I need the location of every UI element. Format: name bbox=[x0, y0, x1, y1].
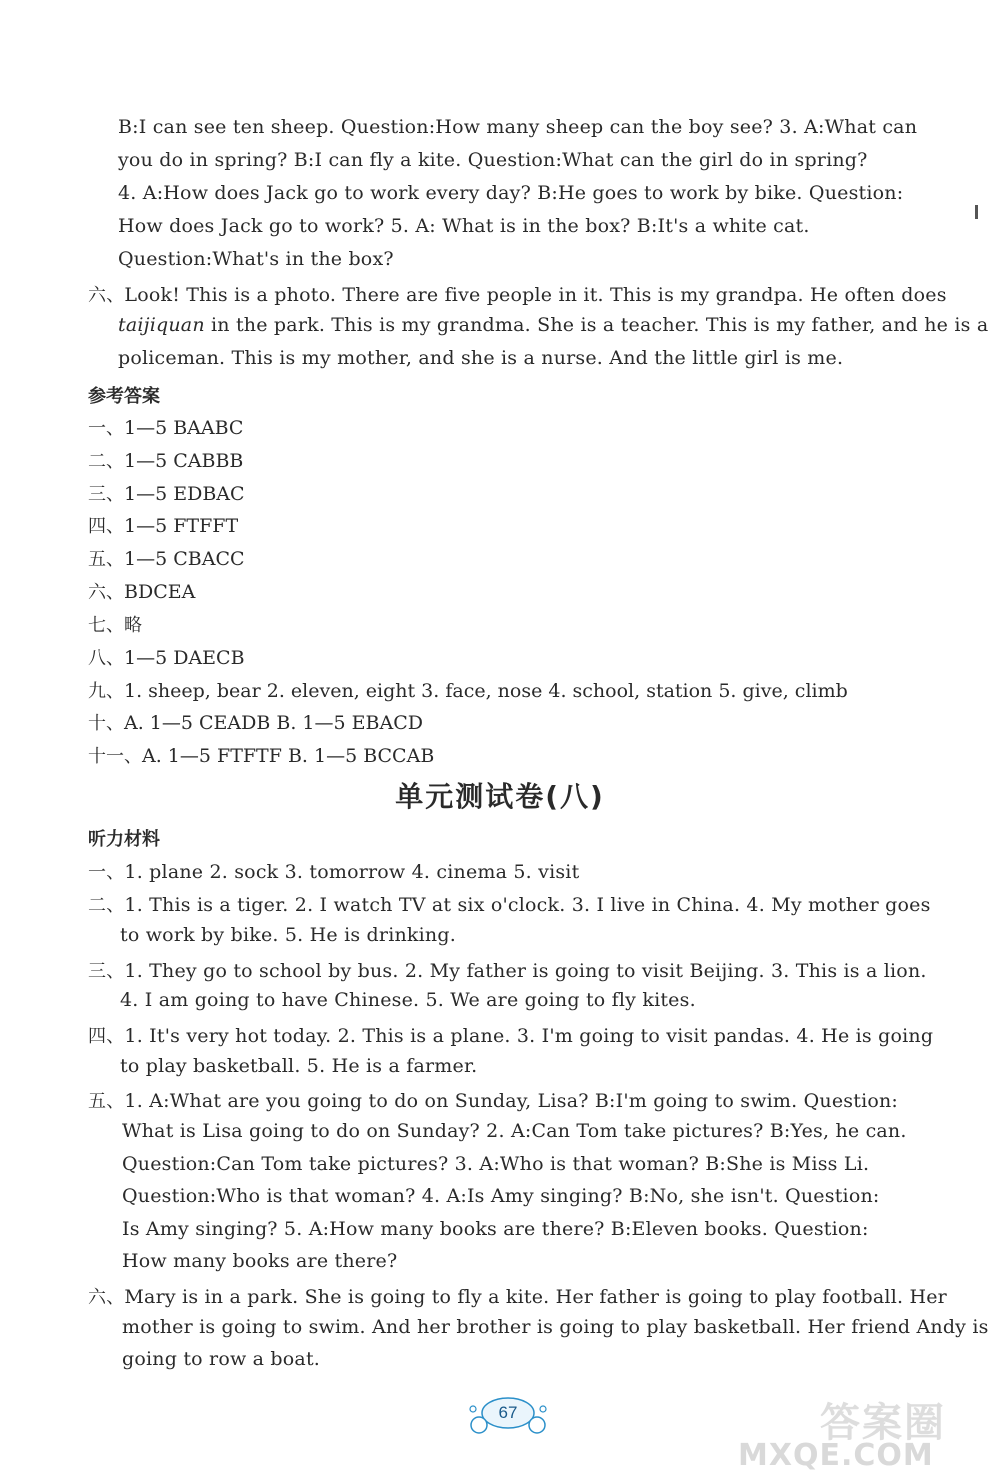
italic-term: taijiquan bbox=[118, 314, 205, 336]
page-number-badge bbox=[466, 1393, 550, 1439]
answer-text: 1. sheep, bear 2. eleven, eight 3. face, nose 4. school, station 5. give, climb bbox=[124, 680, 848, 702]
answer-item bbox=[88, 578, 195, 604]
listening-line: Is Amy singing? 5. A:How many books are there? B:Eleven books. Question: bbox=[122, 1218, 869, 1240]
answer-item bbox=[88, 545, 245, 571]
answer-text: A. 1—5 FTFTF B. 1—5 BCCAB bbox=[142, 745, 435, 767]
listening-line bbox=[88, 891, 931, 917]
text-span: 1. It's very hot today. 2. This is a plane. 3. I'm going to visit pandas. 4. He is going bbox=[124, 1025, 934, 1047]
answer-number: 十、 bbox=[88, 713, 124, 734]
section-label: 五、 bbox=[88, 1091, 125, 1112]
listening-line: to work by bike. 5. He is drinking. bbox=[120, 924, 456, 946]
section-label: 四、 bbox=[88, 1026, 125, 1047]
section-label: 二、 bbox=[88, 895, 125, 916]
answer-text: 1—5 CBACC bbox=[124, 548, 245, 570]
text-line: you do in spring? B:I can fly a kite. Question:What can the girl do in spring? bbox=[118, 149, 868, 171]
listening-line: to play basketball. 5. He is a farmer. bbox=[120, 1055, 478, 1077]
answer-item bbox=[88, 512, 238, 538]
listening-line: How many books are there? bbox=[122, 1250, 398, 1272]
section-label: 三、 bbox=[88, 961, 125, 982]
text-line: 4. A:How does Jack go to work every day? B:He goes to work by bike. Question: bbox=[118, 182, 904, 204]
answer-item bbox=[88, 447, 243, 473]
section-six-line bbox=[118, 314, 988, 336]
listening-heading: 听力材料 bbox=[88, 829, 160, 850]
section-six-line bbox=[88, 281, 947, 307]
text-span: 1. A:What are you going to do on Sunday, Lisa? B:I'm going to swim. Question: bbox=[124, 1090, 899, 1112]
answer-number: 六、 bbox=[88, 582, 124, 603]
listening-line: 4. I am going to have Chinese. 5. We are going to fly kites. bbox=[120, 989, 696, 1011]
watermark bbox=[728, 1391, 988, 1475]
listening-line bbox=[88, 1283, 947, 1309]
text-line: B:I can see ten sheep. Question:How many sheep can the boy see? 3. A:What can bbox=[118, 116, 918, 138]
answer-number: 五、 bbox=[88, 549, 124, 570]
answer-number: 二、 bbox=[88, 451, 124, 472]
listening-line bbox=[88, 1087, 898, 1113]
answer-text: 1—5 CABBB bbox=[124, 450, 244, 472]
answer-text: A. 1—5 CEADB B. 1—5 EBACD bbox=[124, 712, 423, 734]
answer-item bbox=[88, 742, 434, 768]
answer-item bbox=[88, 644, 245, 670]
edge-mark bbox=[975, 205, 978, 219]
section-label: 六、 bbox=[88, 285, 125, 306]
listening-line: What is Lisa going to do on Sunday? 2. A:Can Tom take pictures? B:Yes, he can. bbox=[122, 1120, 907, 1142]
answer-text: 1—5 DAECB bbox=[124, 647, 245, 669]
text-span: Mary is in a park. She is going to fly a kite. Her father is going to play football. Her bbox=[124, 1286, 947, 1308]
answer-text: BDCEA bbox=[124, 581, 196, 603]
answer-number: 四、 bbox=[88, 516, 124, 537]
text-span: in the park. This is my grandma. She is a teacher. This is my father, and he is a bbox=[204, 314, 989, 336]
text-line: Question:What's in the box? bbox=[118, 248, 394, 270]
text-span: 1. plane 2. sock 3. tomorrow 4. cinema 5. visit bbox=[124, 861, 580, 883]
unit-title: 单元测试卷(八) bbox=[395, 780, 605, 813]
answer-item bbox=[88, 677, 848, 703]
answer-number: 一、 bbox=[88, 418, 124, 439]
section-six-line: policeman. This is my mother, and she is a nurse. And the little girl is me. bbox=[118, 347, 844, 369]
answer-item bbox=[88, 611, 142, 637]
answer-number: 九、 bbox=[88, 681, 124, 702]
section-label: 六、 bbox=[88, 1287, 125, 1308]
text-span: Look! This is a photo. There are five people in it. This is my grandpa. He often does bbox=[124, 284, 947, 306]
answers-heading: 参考答案 bbox=[88, 386, 160, 407]
watermark-cn: 答案圈 bbox=[820, 1400, 946, 1446]
answer-text: 1—5 BAABC bbox=[124, 417, 244, 439]
text-span: 1. This is a tiger. 2. I watch TV at six o'clock. 3. I live in China. 4. My mother goes bbox=[124, 894, 931, 916]
answer-number: 三、 bbox=[88, 484, 124, 505]
text-span: 1. They go to school by bus. 2. My father is going to visit Beijing. 3. This is a lion. bbox=[124, 960, 927, 982]
answer-item bbox=[88, 480, 245, 506]
answer-item bbox=[88, 709, 423, 735]
listening-line: mother is going to swim. And her brother is going to play basketball. Her friend Andy is bbox=[122, 1316, 989, 1338]
answer-number: 十一、 bbox=[88, 746, 142, 767]
section-label: 一、 bbox=[88, 862, 125, 883]
answer-text: 1—5 FTFFT bbox=[124, 515, 239, 537]
listening-line bbox=[88, 957, 927, 983]
watermark-url: MXQE.COM bbox=[738, 1438, 934, 1473]
listening-line: going to row a boat. bbox=[122, 1348, 321, 1370]
answer-text: 1—5 EDBAC bbox=[124, 483, 245, 505]
listening-line: Question:Can Tom take pictures? 3. A:Who is that woman? B:She is Miss Li. bbox=[122, 1153, 870, 1175]
page-number: 67 bbox=[498, 1403, 518, 1422]
answer-number: 八、 bbox=[88, 648, 124, 669]
listening-line bbox=[88, 1022, 933, 1048]
answer-item bbox=[88, 414, 243, 440]
listening-line bbox=[88, 858, 579, 884]
text-line: How does Jack go to work? 5. A: What is in the box? B:It's a white cat. bbox=[118, 215, 810, 237]
listening-line: Question:Who is that woman? 4. A:Is Amy singing? B:No, she isn't. Question: bbox=[122, 1185, 880, 1207]
answer-number: 七、 bbox=[88, 615, 124, 636]
answer-text: 略 bbox=[124, 615, 142, 636]
